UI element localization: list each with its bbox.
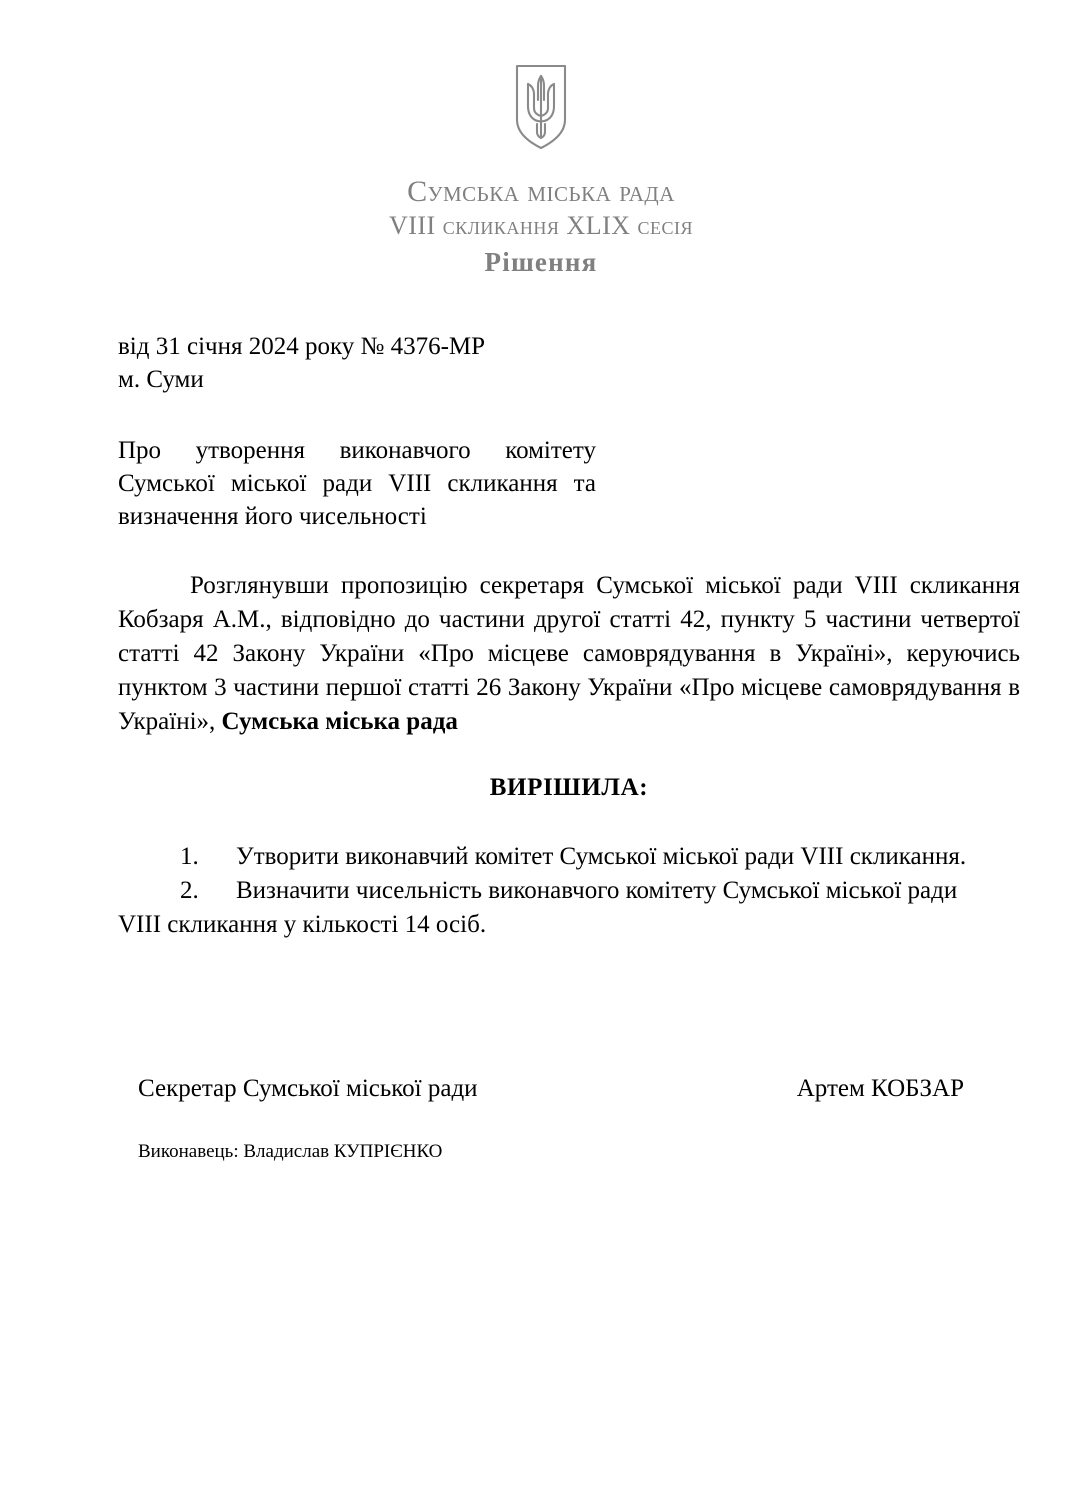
document-header: [0, 152, 1082, 278]
preamble-paragraph: [118, 569, 1020, 739]
organization-title: Сумська міська рада: [407, 175, 675, 208]
signatory-title: Секретар Сумської міської ради: [138, 1075, 478, 1103]
document-subject: [118, 434, 596, 533]
executor-line: Виконавець: Владислав КУПРІЄНКО: [138, 1141, 443, 1163]
subject-line-1: Про утворення виконавчого комітету: [118, 437, 596, 465]
item-text-2: Визначити чисельність виконавчого комітету Сумської міської ради: [236, 877, 958, 905]
document-place: м. Суми: [118, 366, 204, 394]
subject-line-3: визначення його чисельності: [118, 503, 427, 531]
item-text-1: Утворити виконавчий комітет Сумської міської ради VIII скликання.: [236, 843, 967, 871]
document-body: [0, 330, 1082, 1164]
ukraine-trident-coat-of-arms-icon: [513, 62, 569, 152]
signature-block: [118, 1072, 1020, 1105]
document-type-title: Рішення: [484, 247, 598, 278]
preamble-text: Розглянувши пропозицію секретаря Сумської міської ради VIII скликання Кобзаря А.М., відповідно до частини другої статті 42, пункту 5 частини четвертої статті 42 Закону України «Про місцеве самоврядування в Україні», керуючись пунктом 3 частини першої статті 26 Закону України «Про місцеве самоврядування в Україні»,: [118, 572, 1020, 736]
document-date-number: від 31 січня 2024 року № 4376-МР: [118, 333, 486, 361]
resolve-heading: ВИРІШИЛА:: [489, 774, 649, 802]
resolution-item-2: [118, 874, 1020, 908]
item-text-2-continuation: VIII скликання у кількості 14 осіб.: [118, 911, 487, 939]
subject-line-2: Сумської міської ради VIII скликання та: [118, 470, 596, 498]
item-number-2: 2.: [180, 877, 199, 905]
session-subtitle: VIII скликання XLIX сесія: [388, 211, 694, 241]
preamble-bold-subject: Сумська міська рада: [221, 708, 458, 736]
item-number-1: 1.: [180, 843, 199, 871]
signatory-name: Артем КОБЗАР: [796, 1075, 964, 1103]
resolution-items: [118, 840, 1020, 942]
emblem-container: [0, 0, 1082, 152]
document-meta: [118, 330, 1020, 396]
resolution-item-1: [118, 840, 1020, 874]
